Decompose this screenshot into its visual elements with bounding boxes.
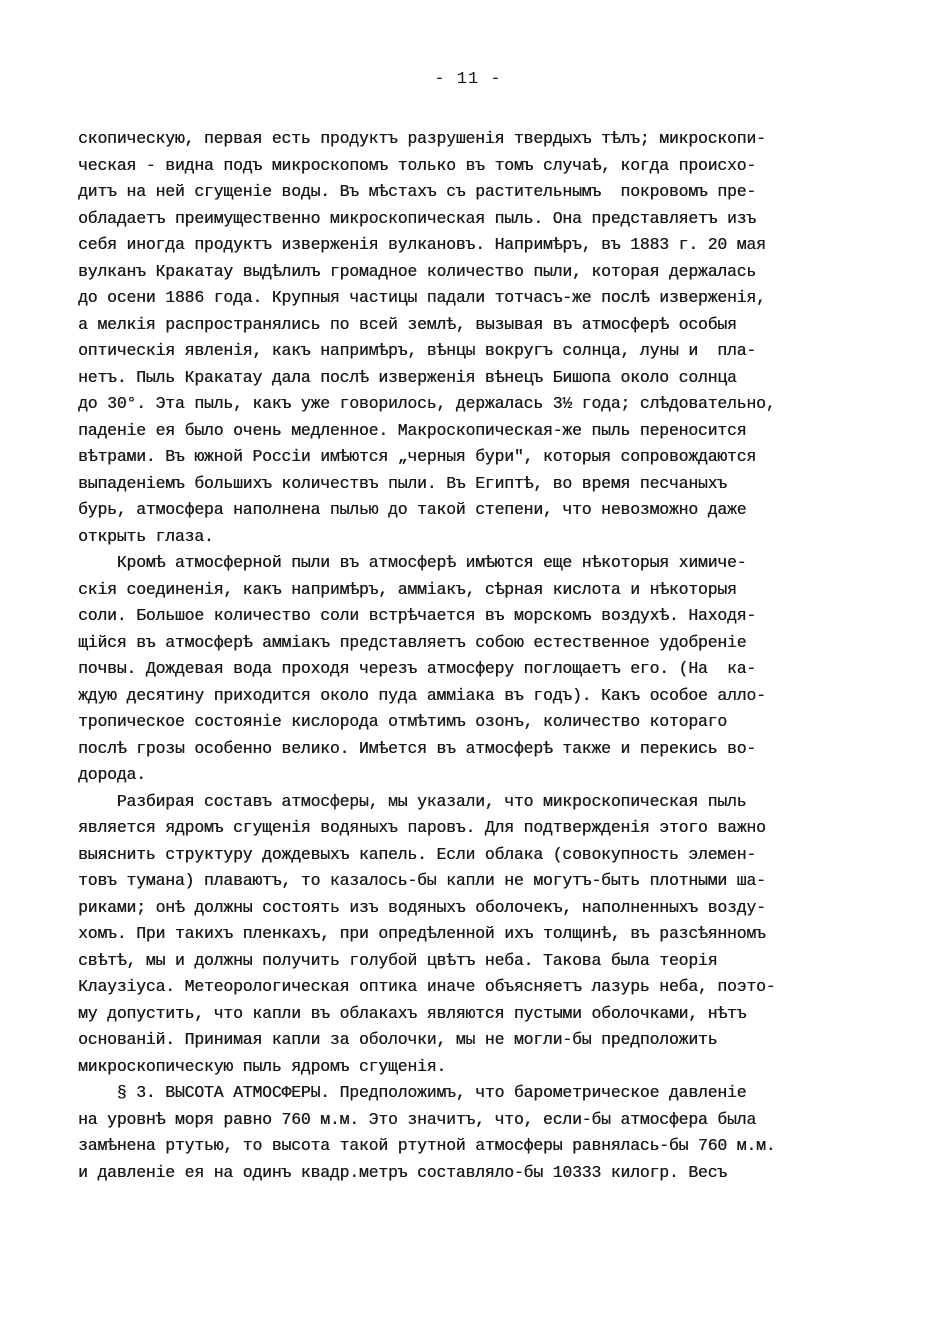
text-line: дитъ на ней сгущеніе воды. Въ мѣстахъ съ растительнымъ покровомъ пре- <box>78 182 757 201</box>
text-line: является ядромъ сгущенія водяныхъ паровъ. Для подтвержденія этого важно <box>78 818 766 837</box>
text-line: свѣтѣ, мы и должны получить голубой цвѣтъ неба. Такова была теорія <box>78 950 718 970</box>
page-number: - 11 - <box>434 70 502 89</box>
text-line: вулканъ Кракатау выдѣлилъ громадное количество пыли, которая держалась <box>78 261 757 281</box>
text-line: до 30°. Эта пыль, какъ уже говорилось, держалась 3½ года; слѣдовательно, <box>78 394 776 413</box>
text-line: выяснить структуру дождевыхъ капель. Если облака (совокупность элемен- <box>78 844 757 864</box>
text-line: риками; онѣ должны состоять изъ водяныхъ оболочекъ, наполненныхъ возду- <box>78 897 766 917</box>
text-line: замѣнена ртутью, то высота такой ртутной атмосферы равнялась-бы 760 м.м. <box>78 1136 776 1155</box>
text-line: ческая - видна подъ микроскопомъ только въ томъ случаѣ, когда происхо- <box>78 155 757 175</box>
text-line: вѣтрами. Въ южной Россіи имѣются „черныя бури", которыя сопровождаются <box>78 447 757 466</box>
text-line: а мелкія распространялись по всей землѣ, вызывая въ атмосферѣ особыя <box>78 314 737 334</box>
text-line: и давленіе ея на одинъ квадр.метръ составляло-бы 10333 килогр. Весъ <box>78 1162 727 1182</box>
text-line: паденіе ея было очень медленное. Макроскопическая-же пыль переносится <box>78 420 747 440</box>
text-line: открыть глаза. <box>78 526 214 546</box>
text-line: хомъ. При такихъ пленкахъ, при опредѣленной ихъ толщинѣ, въ разсѣянномъ <box>78 924 766 943</box>
text-line: ждую десятину приходится около пуда амміака въ годъ). Какъ особое алло- <box>78 685 766 705</box>
text-line: микроскопическую пыль ядромъ сгущенія. <box>78 1056 447 1076</box>
text-line: нетъ. Пыль Кракатау дала послѣ изверженія вѣнецъ Бишопа около солнца <box>78 367 737 387</box>
text-line: Клаузіуса. Метеорологическая оптика иначе объясняетъ лазурь неба, поэто- <box>78 977 776 996</box>
text-line: обладаетъ преимущественно микроскопическая пыль. Она представляетъ изъ <box>78 208 757 228</box>
text-line: до осени 1886 года. Крупныя частицы падали тотчасъ-же послѣ изверженія, <box>78 288 766 307</box>
text-line: щійся въ атмосферѣ амміакъ представляетъ собою естественное удобреніе <box>78 632 747 652</box>
text-line: Разбирая составъ атмосферы, мы указали, что микроскопическая пыль <box>78 791 747 811</box>
text-line: § 3. ВЫСОТА АТМОСФЕРЫ. Предположимъ, что барометрическое давленіе <box>78 1083 747 1102</box>
text-line: му допустить, что капли въ облакахъ являются пустыми оболочками, нѣтъ <box>78 1003 747 1023</box>
text-line: Кромѣ атмосферной пыли въ атмосферѣ имѣются еще нѣкоторыя химиче- <box>78 553 747 572</box>
text-line: тропическое состояніе кислорода отмѣтимъ озонъ, количество котораго <box>78 712 727 731</box>
body-text <box>78 126 868 1186</box>
text-line: основаній. Принимая капли за оболочки, мы не могли-бы предположить <box>78 1030 718 1049</box>
text-line: на уровнѣ моря равно 760 м.м. Это значитъ, что, если-бы атмосфера была <box>78 1109 757 1129</box>
text-line: соли. Большое количество соли встрѣчается въ морскомъ воздухѣ. Находя- <box>78 606 757 625</box>
text-line: себя иногда продуктъ изверженія вулкановъ. Напримѣръ, въ 1883 г. 20 мая <box>78 235 766 254</box>
text-line: бурь, атмосфера наполнена пылью до такой степени, что невозможно даже <box>78 500 747 519</box>
text-line: оптическія явленія, какъ напримѣръ, вѣнцы вокругъ солнца, луны и пла- <box>78 341 757 360</box>
text-line: товъ тумана) плаваютъ, то казалось-бы капли не могутъ-быть плотными ша- <box>78 871 766 890</box>
text-line: дорода. <box>78 765 146 784</box>
text-line: почвы. Дождевая вода проходя черезъ атмосферу поглощаетъ его. (На ка- <box>78 659 757 678</box>
text-line: послѣ грозы особенно велико. Имѣется въ атмосферѣ также и перекись во- <box>78 738 757 758</box>
text-line: скія соединенія, какъ напримѣръ, амміакъ, сѣрная кислота и нѣкоторыя <box>78 579 737 599</box>
text-line: скопическую, первая есть продуктъ разрушенія твердыхъ тѣлъ; микроскопи- <box>78 129 766 148</box>
text-line: выпаденіемъ большихъ количествъ пыли. Въ Египтѣ, во время песчаныхъ <box>78 473 727 493</box>
